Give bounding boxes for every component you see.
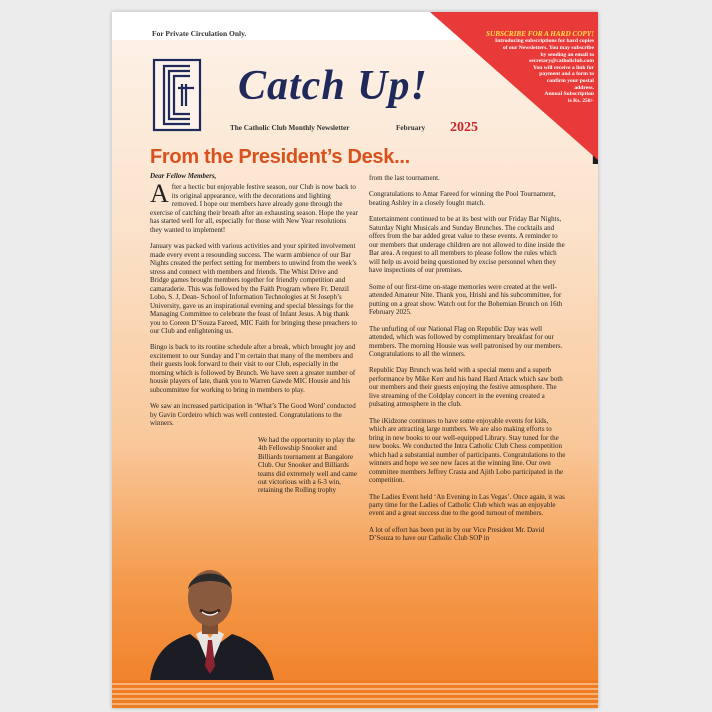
article-paragraph: The iKidzone continues to have some enjoyable events for kids, which are attracting large numbers. We are also making efforts to bring in new books to our well-equipped Library. Stay tuned for the new books. We conducted the Intra Catholic Club Chess competition which had a substantial number of participants. Congratulations to the winners and hope we see new faces at the winning line. Our own committee members Jeffrey Crasta and Ajith Lobo participated in the competition. xyxy=(369,416,566,485)
article-paragraph xyxy=(150,179,358,234)
subscribe-line: Annual Subscription xyxy=(544,91,594,98)
subscribe-line: payment and a form to xyxy=(539,71,594,78)
article-paragraph: Bingo is back to its routine schedule after a break, which brought joy and excitement to our Sunday and I’m certain that many of the members and their guests look forward to their visit to our Club, especially in the morning which is followed by Brunch. We have seen a greater number of housie players of late, thank you to Warren Gawde MIC Housie and his subcommittee for working to bring in members to play. xyxy=(150,343,356,394)
article-column-right xyxy=(369,174,567,551)
tagline: The Catholic Club Monthly Newsletter xyxy=(230,124,350,132)
article-paragraph-wrapped: We had the opportunity to play the 4th Fellowship Snooker and Billiards tournament at Bangalore Club. Our Snooker and Billiards teams did extremely well and came out victorious with a 6-3 win, retaining the Rolling trophy xyxy=(258,435,357,495)
subscribe-line: Introducing subscriptions for hard copies xyxy=(495,38,594,45)
catholic-club-logo xyxy=(152,58,202,132)
circulation-note: For Private Circulation Only. xyxy=(152,29,247,38)
newsletter-page xyxy=(112,12,598,708)
article-title: From the President’s Desk... xyxy=(150,146,410,168)
subscribe-line: You will receive a link for xyxy=(533,64,594,71)
article-paragraph: We saw an increased participation in ‘What’s The Good Word’ conducted by Gavin Cordeiro which was well contested. Congratulations to the winners. xyxy=(150,402,356,428)
article-paragraph: The Ladies Event held ‘An Evening in Las Vegas’. Once again, it was party time for the Ladies of Catholic Club which was an enjoyable event and a great success due to the good turnout of members. xyxy=(369,492,565,518)
subscribe-email[interactable]: secretary@catholiclub.com xyxy=(529,58,594,65)
footer-stripes xyxy=(112,680,598,708)
masthead-title: Catch Up! xyxy=(238,63,428,109)
article-paragraph: The unfurling of our National Flag on Republic Day was well attended, which was followed by complimentary breakfast for our members. The morning Housie was well patronised by our members. Congratulations to all the winners. xyxy=(369,324,563,358)
subscribe-line: address. xyxy=(574,84,594,91)
subscribe-line: by sending an email to xyxy=(540,51,594,58)
article-column-left xyxy=(150,172,358,495)
article-paragraph: Entertainment continued to be at its best with our Friday Bar Nights, Saturday Night Musicals and Sunday Brunches. The cocktails and offers from the bar added great value to these events. A reminder to our members that underage children are not allowed to dine inside the Bar area. A request to all members to please follow the rules which will help us avoid being questioned by excise personnel when they have inspections of our premises. xyxy=(369,215,565,275)
article-greeting: Dear Fellow Members, xyxy=(150,172,217,180)
paragraph-text: fter a hectic but enjoyable festive season, our Club is now back to its original appearance, with the decorations and lighting removed. I hope our members have already gone through the exercise of catching their breath after an exhausting season. Hope the year has started well for all, especially for those with New Year resolutions they wanted to implement! xyxy=(150,183,358,234)
president-photo xyxy=(140,540,280,680)
article-paragraph: from the last tournament. xyxy=(369,174,440,182)
subscribe-box xyxy=(458,30,594,104)
subscribe-line: of our Newsletters. You may subscribe xyxy=(502,45,594,52)
article-paragraph: January was packed with various activities and your spirited involvement made every event a resounding success. The warm ambience of our Bar Nights created the perfect setting for members to unwind from the week’s stress and connect with members and friends. The Whist Drive and Bridge games brought members together for friendly competition and camaraderie. This was followed by the Faith Program where Fr. Denzil Lobo, S. J, Dean- School of Information Technologies at St Joseph’s University, gave us an inspirational evening and special blessings for the Managing Committee to celebrate the feast of Infant Jesus. A big thank you to Coreen D’Souza Fareed, MIC Faith for bringing these preachers to our Club and enlightening us. xyxy=(150,242,357,335)
article-paragraph: Republic Day Brunch was held with a special menu and a superb performance by Mike Kerr and his band Hard Attack which saw both our members and their guests enjoying the festive atmosphere. The live streaming of the Coldplay concert in the evening created a pulsating atmosphere in the club. xyxy=(369,366,563,409)
article-paragraph: Some of our first-time on-stage memories were created at the well-attended Amateur Nite. Thank you, Hrishi and his subcommittee, for putting on a great show. Watch out for the Bohemian Brunch on 16th February 2025. xyxy=(369,282,563,317)
drop-cap: A xyxy=(150,179,169,209)
article-paragraph: A lot of effort has been put in by our Vice President Mr. David D’Souza to have our Catholic Club SOP in xyxy=(369,525,545,543)
subscribe-line: confirm your postal xyxy=(546,78,594,85)
subscribe-heading: SUBSCRIBE FOR A HARD COPY! xyxy=(486,30,594,38)
subscribe-line: is Rs. 250/- xyxy=(568,97,594,104)
issue-year: 2025 xyxy=(450,120,478,135)
article-paragraph: Congratulations to Amar Fareed for winning the Pool Tournament, beating Ashley in a closely fought match. xyxy=(369,190,556,207)
issue-month: February xyxy=(396,124,426,132)
